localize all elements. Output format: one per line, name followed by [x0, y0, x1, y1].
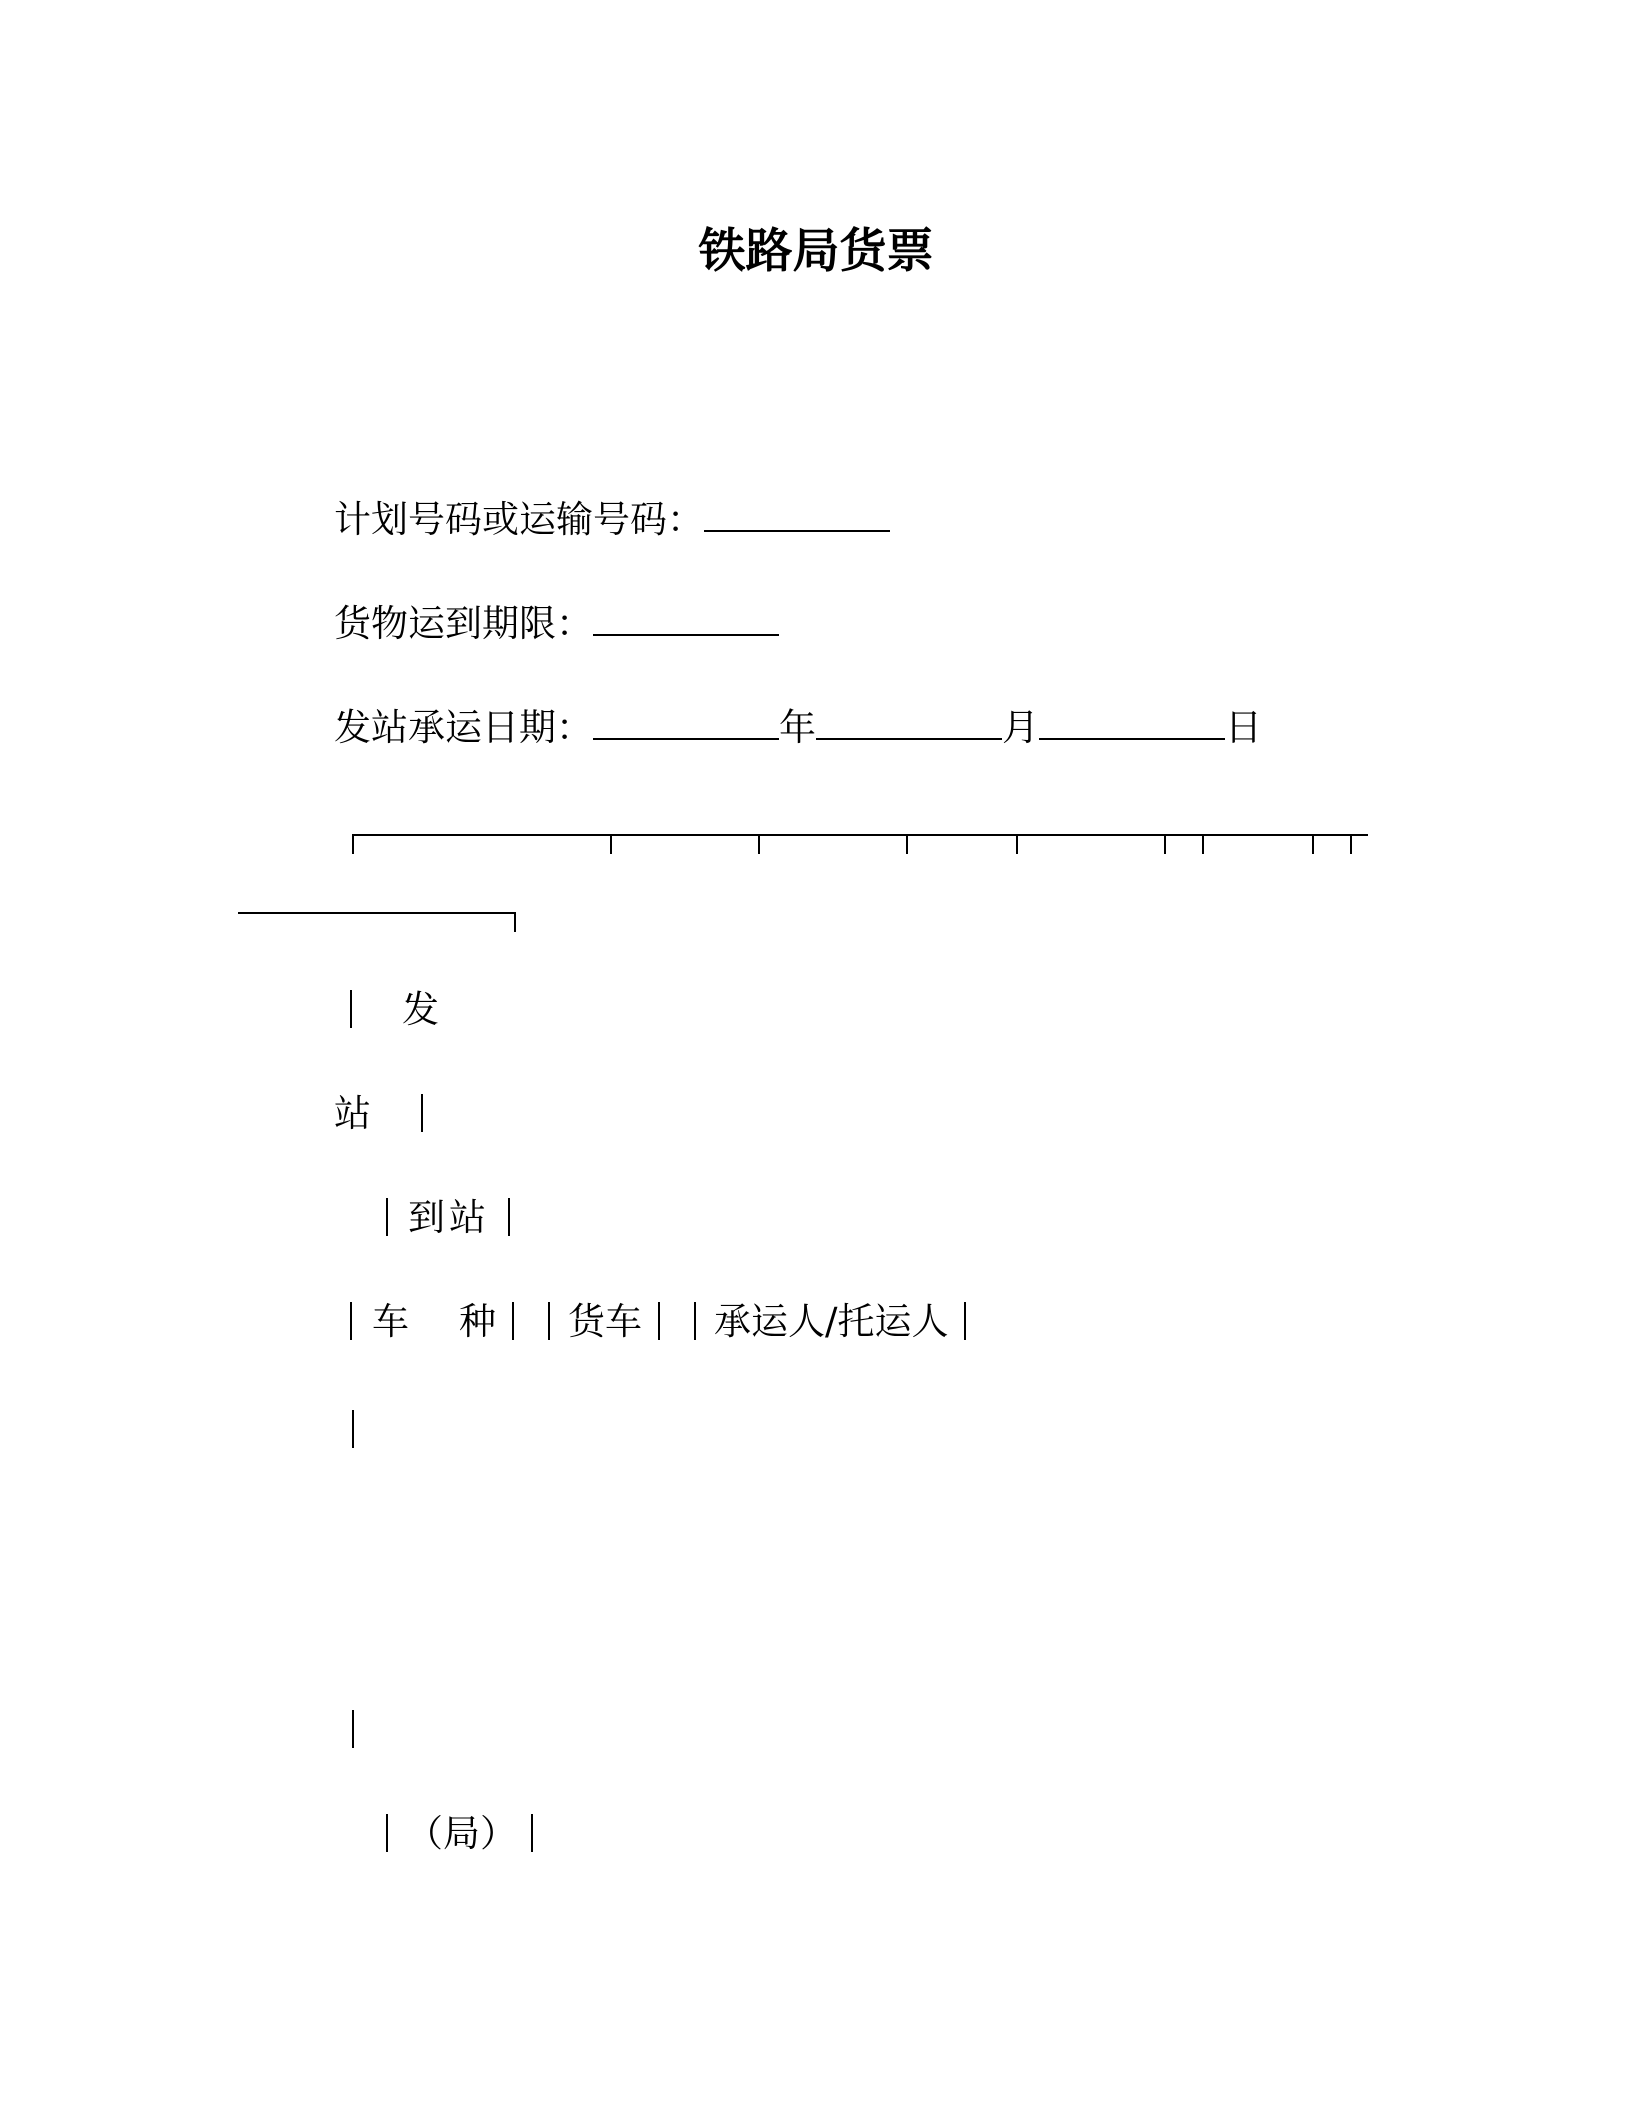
deadline-label: 货物运到期限： — [334, 602, 593, 645]
table-tick — [1350, 834, 1352, 854]
table-tick — [1164, 834, 1166, 854]
table-bar — [548, 1302, 550, 1340]
year-unit: 年 — [779, 706, 816, 749]
deadline-blank[interactable] — [593, 604, 779, 636]
table-bar — [658, 1302, 660, 1340]
table-bar — [512, 1302, 514, 1340]
table-tick — [1202, 834, 1204, 854]
table-second-line — [238, 912, 516, 914]
deadline-field — [334, 600, 779, 648]
day-unit: 日 — [1225, 706, 1262, 749]
freight-car: 货车 — [568, 1300, 642, 1343]
day-blank[interactable] — [1039, 708, 1225, 740]
table-bar — [531, 1814, 533, 1852]
plan-number-blank[interactable] — [704, 500, 890, 532]
table-top-line — [352, 834, 1368, 836]
destination-station: 到站 — [408, 1196, 490, 1239]
car-type-char2: 种 — [459, 1300, 496, 1343]
table-tick — [1016, 834, 1018, 854]
plan-number-field — [334, 496, 890, 544]
table-bar — [508, 1198, 510, 1236]
car-type-row — [350, 1298, 966, 1346]
table-bar — [386, 1198, 388, 1236]
table-tick — [352, 834, 354, 854]
month-unit: 月 — [1002, 706, 1039, 749]
date-label: 发站承运日期： — [334, 706, 593, 749]
carrier-shipper: 承运人/托运人 — [714, 1300, 949, 1343]
page-title: 铁路局货票 — [698, 224, 934, 279]
table-bar — [964, 1302, 966, 1340]
table-bar — [352, 1410, 354, 1448]
month-blank[interactable] — [816, 708, 1002, 740]
origin-row-1 — [350, 986, 439, 1034]
destination-row — [386, 1194, 510, 1242]
table-tick — [514, 912, 516, 932]
origin-station-char2: 站 — [334, 1092, 371, 1135]
bureau-row — [386, 1810, 533, 1858]
table-tick — [1312, 834, 1314, 854]
origin-row-2 — [334, 1090, 423, 1138]
table-bar — [350, 1302, 352, 1340]
table-tick — [906, 834, 908, 854]
car-type-char1: 车 — [372, 1300, 409, 1343]
origin-station-char1: 发 — [402, 988, 439, 1031]
table-tick — [758, 834, 760, 854]
year-blank[interactable] — [593, 708, 779, 740]
date-field — [334, 704, 1262, 752]
table-bar — [350, 990, 352, 1028]
table-tick — [610, 834, 612, 854]
table-bar — [694, 1302, 696, 1340]
table-bar — [386, 1814, 388, 1852]
table-bar — [421, 1094, 423, 1132]
bureau: （局） — [406, 1812, 517, 1855]
plan-number-label: 计划号码或运输号码： — [334, 498, 704, 541]
table-bar — [352, 1710, 354, 1748]
